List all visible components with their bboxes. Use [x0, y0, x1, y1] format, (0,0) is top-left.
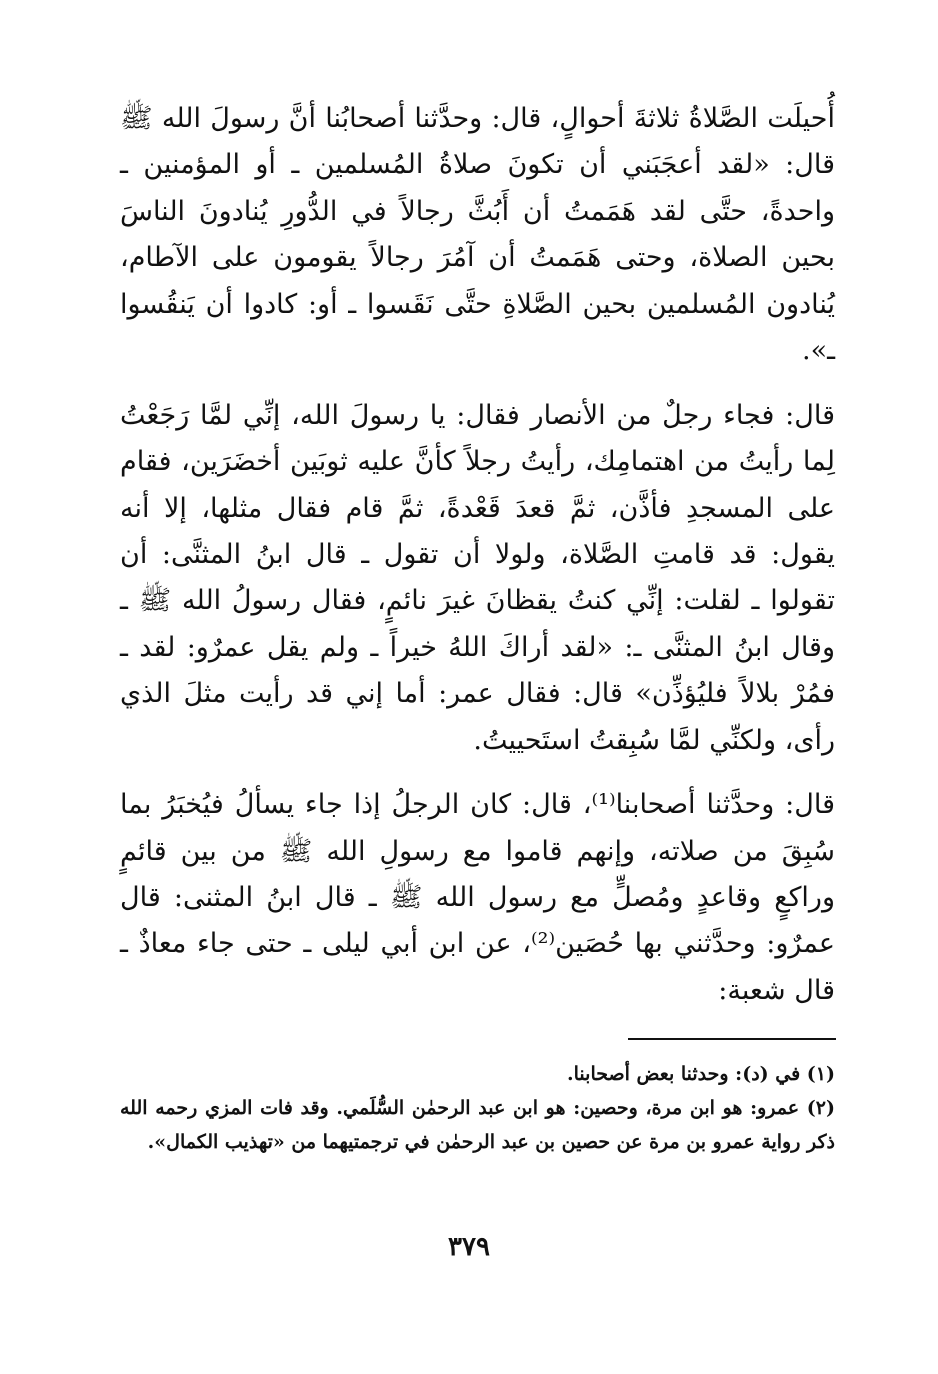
- page-number: ٣٧٩: [448, 1232, 490, 1262]
- footnotes: [120, 1058, 835, 1159]
- paragraph-1: أُحيلَت الصَّلاةُ ثلاثةَ أحوالٍ، قال: وحدَّثنا أصحابُنا أنَّ رسولَ الله ﷺ قال: «لقد أعجَبَني أن تكونَ صلاةُ المُسلمين ـ أو المؤمنين ـ واحدةً، حتَّى لقد هَمَمتُ أن أَبُثَّ رجالاً في الدُّورِ يُنادونَ الناسَ بحين الصلاة، وحتى هَمَمتُ أن آمُرَ رجالاً يقومون على الآطام، يُنادون المُسلمين بحين الصَّلاةِ حتَّى نَقَسوا ـ أو: كادوا أن يَنقُسوا ـ».: [120, 103, 835, 367]
- footnote-divider: [628, 1038, 836, 1040]
- footnote-1: (١) في (د): وحدثنا بعض أصحابنا.: [567, 1063, 835, 1085]
- main-text: [120, 96, 835, 1032]
- footnote-2: (٢) عمرو: هو ابن مرة، وحصين: هو ابن عبد الرحمٰن السُّلَمي. وقد فات المزي رحمه الله ذكر رواية عمرو بن مرة عن حصين بن عبد الرحمٰن في ترجمتيهما من «تهذيب الكمال».: [120, 1096, 835, 1153]
- paragraph-2: قال: فجاء رجلٌ من الأنصار فقال: يا رسولَ الله، إنِّي لمَّا رَجَعْتُ لِما رأيتُ من اهتمامِك، رأيتُ رجلاً كأنَّ عليه ثوبَين أخضَرَين، فقام على المسجدِ فأذَّن، ثمَّ قعدَ قَعْدةً، ثمَّ قام فقال مثلها، إلا أنه يقول: قد قامتِ الصَّلاة، ولولا أن تقول ـ قال ابنُ المثنَّى: أن تقولوا ـ لقلت: إنِّي كنتُ يقظانَ غيرَ نائمٍ، فقال رسولُ الله ﷺ ـ وقال ابنُ المثنَّى ـ: «لقد أراكَ اللهُ خيراً ـ ولم يقل عمرٌو: لقد ـ فمُرْ بلالاً فليُؤذِّن» قال: فقال عمر: أما إني قد رأيت مثلَ الذي رأى، ولكنِّي لمَّا سُبِقتُ استَحييتُ.: [120, 399, 835, 756]
- paragraph-3: قال: وحدَّثنا أصحابنا⁽¹⁾، قال: كان الرجلُ إذا جاء يسألُ فيُخبَرُ بما سُبِقَ من صلاته، وإنهم قاموا مع رسولِ الله ﷺ من بين قائمٍ وراكعٍ وقاعدٍ ومُصلٍّ مع رسول الله ﷺ ـ قال ابنُ المثنى: قال عمرٌو: وحدَّثني بها حُصَين⁽²⁾، عن ابن أبي ليلى ـ حتى جاء معاذٌ ـ قال شعبة:: [120, 789, 835, 1006]
